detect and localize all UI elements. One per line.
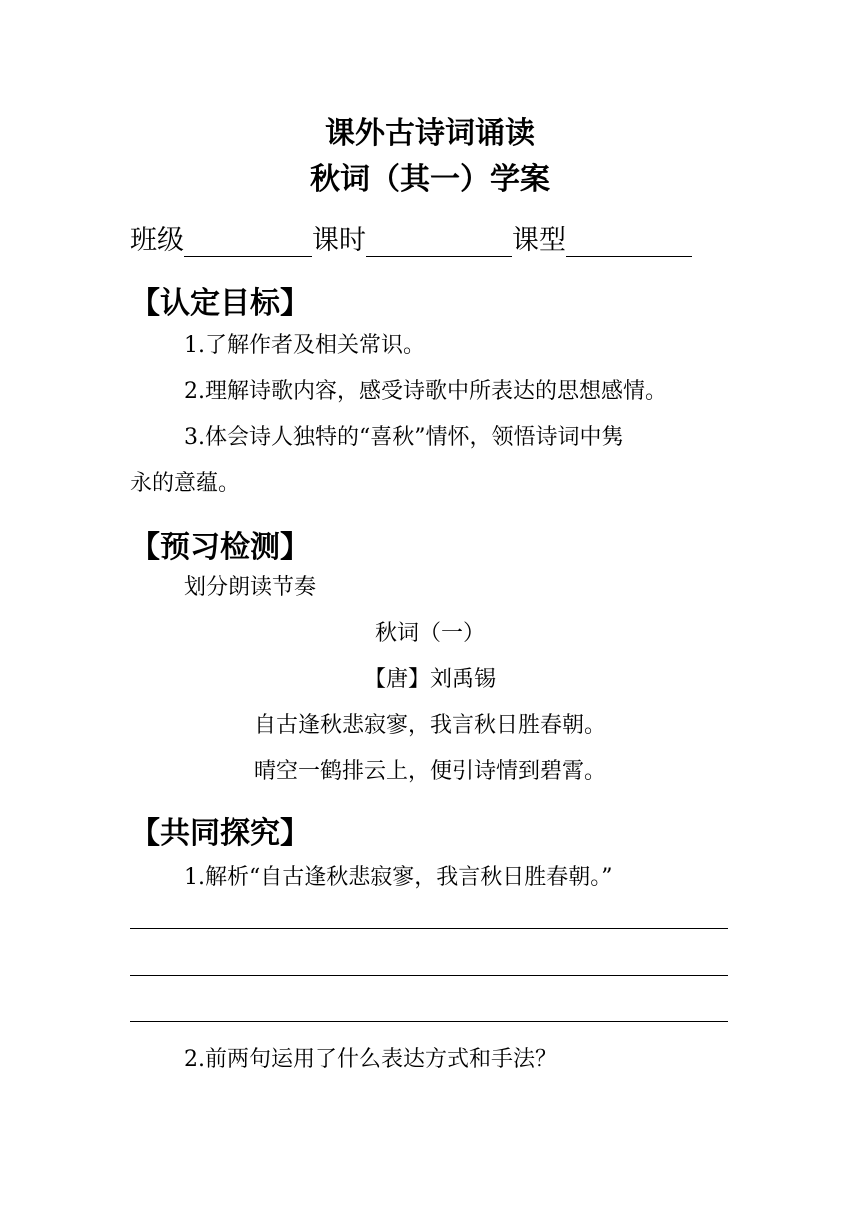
poem-title: 秋词（一） [374,621,485,646]
page-title: 课外古诗词诵读 [325,116,535,151]
type-blank[interactable] [566,228,692,257]
answer-line[interactable] [130,928,728,929]
goal-item: 1.了解作者及相关常识。 [184,333,425,358]
preview-heading: 【预习检测】 [130,530,310,565]
type-label: 课型 [512,225,566,256]
period-blank[interactable] [366,228,512,257]
class-blank[interactable] [184,228,312,257]
explore-heading: 【共同探究】 [130,816,310,851]
question-1: 1.解析“自古逢秋悲寂寥，我言秋日胜春朝。” [184,865,613,890]
goal-item: 2.理解诗歌内容，感受诗歌中所表达的思想感情。 [184,379,667,404]
poem-line: 自古逢秋悲寂寥，我言秋日胜春朝。 [253,713,606,738]
goal-item-continued: 永的意蕴。 [130,471,241,496]
poem-author: 【唐】刘禹锡 [363,667,496,692]
class-label: 班级 [130,225,184,256]
question-2: 2.前两句运用了什么表达方式和手法？ [184,1047,557,1072]
preview-task: 划分朗读节奏 [184,575,317,600]
page-subtitle: 秋词（其一）学案 [310,162,550,197]
goals-heading: 【认定目标】 [130,286,310,321]
answer-line[interactable] [130,975,728,976]
goal-item: 3.体会诗人独特的“喜秋”情怀，领悟诗词中隽 [184,425,624,450]
period-label: 课时 [312,225,366,256]
info-row [130,218,692,257]
answer-line[interactable] [130,1021,728,1022]
poem-line: 晴空一鹤排云上，便引诗情到碧霄。 [253,759,606,784]
